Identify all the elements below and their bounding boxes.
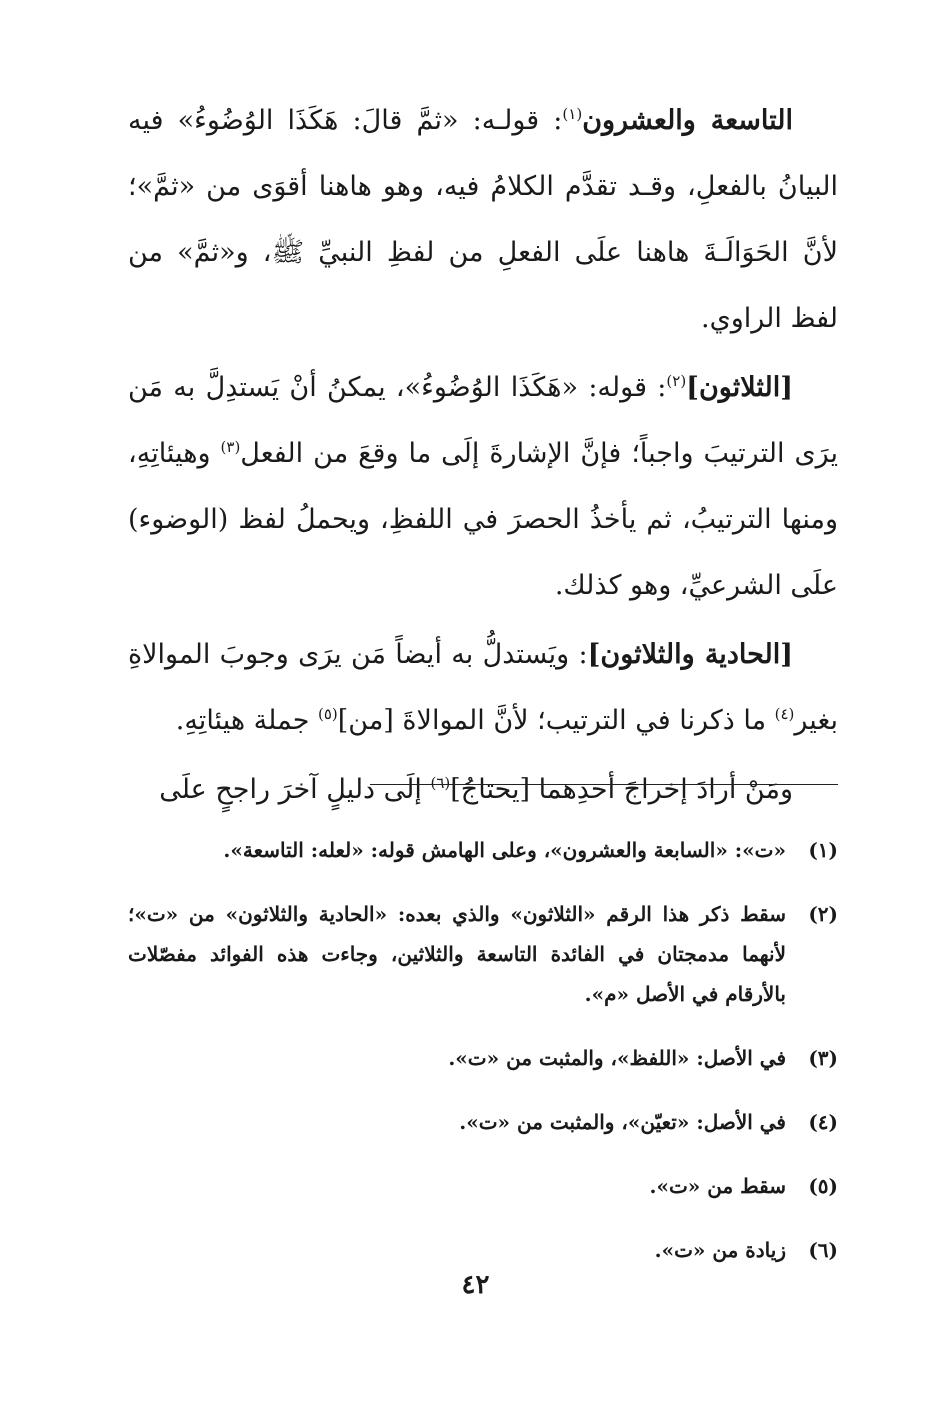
section-label: [الحادية والثلاثون] [587, 639, 793, 670]
footnote-text: سقط من «ت». [649, 1174, 786, 1198]
footnote-ref: (٥) [317, 705, 338, 723]
footnote-item [128, 1230, 838, 1270]
footnote-item [128, 830, 838, 870]
paragraph-text: جملة هيئاتِهِ. [175, 705, 318, 736]
paragraph-continued [128, 757, 838, 823]
footnote-number: (٣) [808, 1046, 838, 1070]
footnote-number: (٥) [808, 1174, 838, 1198]
paragraph-text: : ويَستدلُّ به أيضاً مَن يرَى وجوبَ الموالاةِ بغير [128, 639, 838, 736]
footnote-ref: (٢) [666, 372, 687, 390]
paragraph-text: ومَنْ أرادَ إخراجَ أحدِهما [يحتاجُ] [450, 774, 793, 805]
footnote-ref: (١) [562, 105, 583, 123]
paragraph-text: وهيئاتِهِ، ومنها الترتيبُ، ثم يأخذُ الحصرَ في اللفظِ، ويحملُ لفظ (الوضوء) علَى الشرعيِّ، وهو كذلك. [128, 438, 838, 601]
footnote-number: (٦) [808, 1238, 838, 1262]
footnote-item [128, 1166, 838, 1206]
main-text [128, 88, 838, 823]
paragraph-text: : قوله: «هَكَذَا الوُضُوءُ»، يمكنُ أنْ يَستدِلَّ به مَن يرَى الترتيبَ واجباً؛ فإنَّ الإشارةَ إلَى ما وقعَ من الفعل [128, 372, 838, 469]
footnote-number: (١) [808, 838, 838, 862]
footnote-text: سقط ذكر هذا الرقم «الثلاثون» والذي بعده: «الحادية والثلاثون» من «ت»؛ لأنهما مدمجتان في الفائدة التاسعة والثلاثين، وجاءت هذه الفوائد مفصّلات بالأرقام في الأصل «م». [128, 902, 786, 1006]
footnote-text: زيادة من «ت». [654, 1238, 786, 1262]
footnote-item [128, 894, 838, 1014]
paragraph-29 [128, 88, 838, 352]
footnotes [128, 830, 838, 1294]
paragraph-text: إلَى دليلٍ آخرَ راجحٍ علَى [159, 774, 431, 805]
page-number: ٤٢ [461, 1270, 490, 1300]
paragraph-30 [128, 355, 838, 619]
paragraph-text: : قولـه: «ثمَّ قالَ: هَكَذَا الوُضُوءُ» فيه البيانُ بالفعلِ، وقـد تقدَّم الكلامُ فيه، وهو هاهنا أقوَى من «ثمَّ»؛ لأنَّ الحَوَالَـةَ هاهنا علَى الفعلِ من لفظِ النبيِّ ﷺ، و«ثمَّ» من لفظ الراوي. [128, 105, 838, 334]
paragraph-text: ما ذكرنا في الترتيب؛ لأنَّ الموالاةَ [من] [337, 705, 775, 736]
footnote-text: في الأصل: «اللفظ»، والمثبت من «ت». [448, 1046, 786, 1070]
footnote-number: (٤) [808, 1110, 838, 1134]
paragraph-31 [128, 622, 838, 754]
footnote-ref: (٦) [430, 774, 451, 792]
section-label: التاسعة والعشرون [582, 105, 794, 136]
footnote-ref: (٣) [220, 438, 241, 456]
footnote-item [128, 1038, 838, 1078]
footnote-text: في الأصل: «تعيّن»، والمثبت من «ت». [459, 1110, 786, 1134]
section-label: [الثلاثون] [686, 372, 793, 403]
footnote-item [128, 1102, 838, 1142]
footnote-text: «ت»: «السابعة والعشرون»، وعلى الهامش قوله: «لعله: التاسعة». [223, 838, 786, 862]
footnote-divider [370, 784, 838, 785]
footnote-ref: (٤) [774, 705, 795, 723]
footnote-number: (٢) [808, 902, 838, 926]
